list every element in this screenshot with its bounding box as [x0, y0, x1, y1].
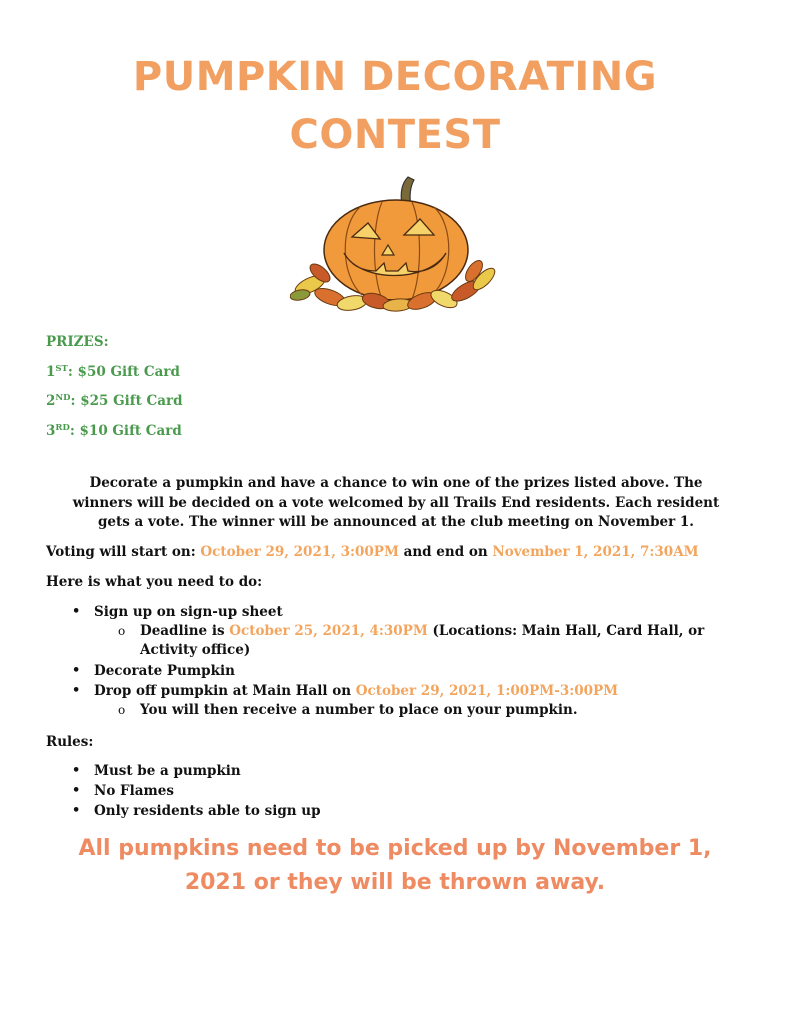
- bullet-icon: •: [72, 663, 81, 678]
- todo-deadline: Deadline is October 25, 2021, 4:30PM (Locations: Main Hall, Card Hall, or: [140, 623, 705, 639]
- intro-paragraph: Decorate a pumpkin and have a chance to win one of the prizes listed above. The winners will be decided on a vote welcomed by all Trails End residents. Each resident gets a vote. The winner will be announced at the club meeting on November 1.: [72, 475, 720, 530]
- jack-o-lantern-icon: [290, 175, 500, 315]
- todo-dropoff-sub: You will then receive a number to place on your pumpkin.: [140, 702, 578, 718]
- rule-item: Must be a pumpkin: [94, 763, 241, 779]
- prizes-section: [46, 334, 446, 452]
- bullet-icon: •: [72, 803, 81, 818]
- bullet-icon: •: [72, 604, 81, 619]
- todo-item-signup: Sign up on sign-up sheet: [94, 604, 283, 620]
- page-title: [0, 48, 790, 164]
- rule-item: No Flames: [94, 783, 174, 799]
- rules-heading: Rules:: [46, 734, 94, 750]
- bullet-icon: •: [72, 763, 81, 778]
- prize-first: 1ST: $50 Gift Card: [46, 363, 180, 380]
- title-line-1: PUMPKIN DECORATING: [132, 54, 658, 100]
- circle-bullet-icon: o: [118, 624, 126, 638]
- prizes-heading: PRIZES:: [46, 334, 109, 350]
- bullet-icon: •: [72, 683, 81, 698]
- voting-line: Voting will start on: October 29, 2021, 3:00PM and end on November 1, 2021, 7:30AM: [46, 544, 699, 560]
- todo-item-dropoff: Drop off pumpkin at Main Hall on October 29, 2021, 1:00PM-3:00PM: [94, 683, 619, 699]
- pickup-warning: All pumpkins need to be picked up by November 1, 2021 or they will be thrown away.: [78, 836, 712, 895]
- prize-second: 2ND: $25 Gift Card: [46, 393, 183, 409]
- title-line-2: CONTEST: [289, 112, 501, 158]
- prize-third: 3RD: $10 Gift Card: [46, 422, 182, 439]
- todo-deadline-line2: Activity office): [140, 642, 251, 658]
- todo-item-decorate: Decorate Pumpkin: [94, 663, 235, 679]
- rule-item: Only residents able to sign up: [94, 803, 321, 819]
- bullet-icon: •: [72, 783, 81, 798]
- circle-bullet-icon: o: [118, 703, 126, 717]
- todo-heading: Here is what you need to do:: [46, 574, 263, 590]
